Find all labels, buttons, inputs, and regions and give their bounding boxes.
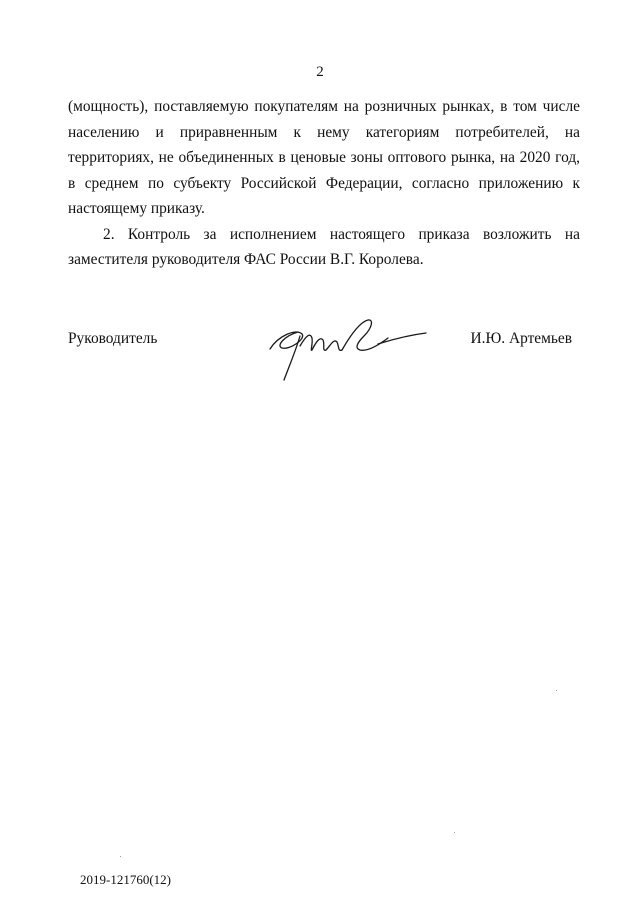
page-number: 2 xyxy=(316,64,324,80)
signature-icon xyxy=(260,306,430,386)
document-id: 2019-121760(12) xyxy=(80,872,171,887)
signature-block xyxy=(68,326,572,386)
paragraph-item-2: 2. Контроль за исполнением настоящего приказа возложить на заместителя руководителя ФАС России В.Г. Королева. xyxy=(68,225,580,268)
signatory-name: И.Ю. Артемьев xyxy=(470,330,572,347)
scan-speck xyxy=(454,832,455,833)
scan-speck xyxy=(120,856,121,857)
signatory-title: Руководитель xyxy=(68,330,158,347)
paragraph-continuation: (мощность), поставляемую покупателям на розничных рынках, в том числе населению и приравненным к нему категориям потребителей, на территориях, не объединенных в ценовые зоны оптового рынка, на 2020 год, в среднем по субъекту Российской Федерации, согласно приложению к настоящему приказу. xyxy=(68,98,580,217)
document-body xyxy=(68,94,580,273)
scan-speck xyxy=(556,690,557,691)
